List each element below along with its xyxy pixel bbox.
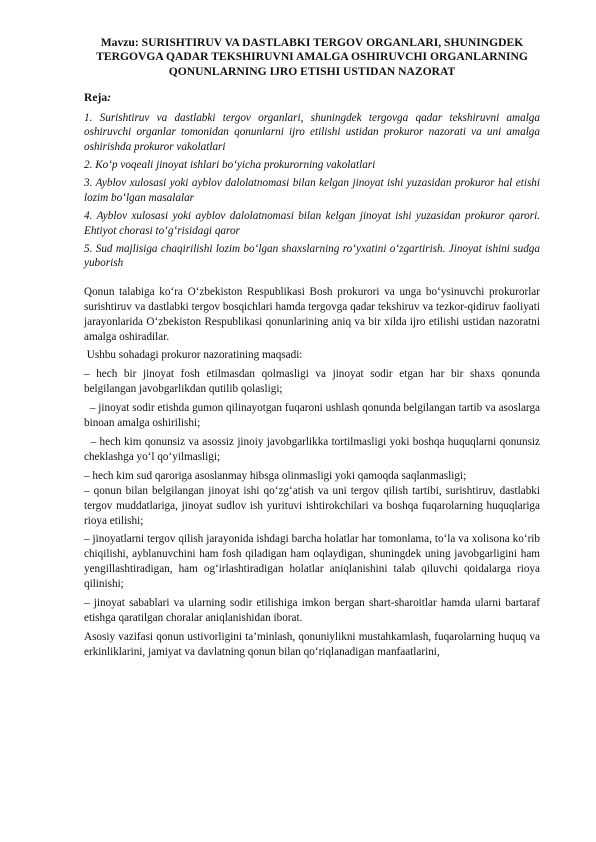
paragraph: – qonun bilan belgilangan jinoyat ishi qo‘zg‘atish va uni tergov qilish tartibi, surishtiruv, dastlabki tergov muddatlariga, jinoyat sudlov ish yurituvi ishtirokchilari va boshqa fuqarolarning huquqlariga rioya etilishi; <box>84 484 540 527</box>
paragraph: – jinoyat sabablari va ularning sodir etilishiga imkon bergan shart-sharoitlar hamda ularni bartaraf etishga qaratilgan choralar aniqlanishidan iborat. <box>84 597 540 624</box>
plan-item: 2. Ko‘p voqeali jinoyat ishlari bo‘yicha prokurorning vakolatlari <box>84 159 376 172</box>
plan-item: 5. Sud majlisiga chaqirilishi lozim bo‘lgan shaxslarning ro‘yxatini o‘zgartirish. Jinoyat ishini sudga yuborish <box>84 242 540 270</box>
plan-item: 1. Surishtiruv va dastlabki tergov organlari, shuningdek tergovga qadar tekshiruvni amalga oshiruvchi organlar tomonidan qonunlarni ijro etilishi ustidan prokuror nazorati va uni amalga oshirishda prokuror vakolatlari <box>84 111 540 154</box>
plan-list <box>84 111 540 271</box>
plan-heading-colon: : <box>107 90 112 104</box>
plan-item: 4. Ayblov xulosasi yoki ayblov dalolatnomasi bilan kelgan jinoyat ishi yuzasidan prokuror qarori. Ehtiyot chorasi to‘g‘risidagi qaror <box>84 209 540 237</box>
paragraph: Asosiy vazifasi qonun ustivorligini ta’minlash, qonuniylikni mustahkamlash, fuqarolarning huquq va erkinliklarini, jamiyat va davlatning qonun bilan qo‘riqlanadigan manfaatlarini, <box>84 630 540 658</box>
plan-heading-label: Reja <box>84 90 108 104</box>
plan-item: 3. Ayblov xulosasi yoki ayblov dalolatnomasi bilan kelgan jinoyat ishi yuzasidan prokuror hal etishi lozim bo‘lgan masalalar <box>84 177 540 204</box>
paragraph: – hech bir jinoyat fosh etilmasdan qolmasligi va jinoyat sodir etgan har bir shaxs qonunda belgilangan javobgarlikdan qutilib qolasligi; <box>84 368 540 396</box>
paragraph: – jinoyat sodir etishda gumon qilinayotgan fuqaroni ushlash qonunda belgilangan tartib va asoslarga binoan amalga oshirilishi; <box>84 402 543 430</box>
plan-heading <box>84 91 540 105</box>
document-title: Mavzu: SURISHTIRUV VA DASTLABKI TERGOV ORGANLARI, SHUNINGDEK TERGOVGA QADAR TEKSHIRUVNI AMALGA OSHIRUVCHI ORGANLARNING QONUNLARNING IJRO ETISHI USTIDAN NAZORAT <box>96 36 528 78</box>
paragraph: Ushbu sohadagi prokuror nazoratining maqsadi: <box>84 349 303 362</box>
paragraph: Qonun talabiga ko‘ra O‘zbekiston Respublikasi Bosh prokurori va unga bo‘ysinuvchi prokurorlar surishtiruv va dastlabki tergov bosqichlari hamda tergovga qadar tekshiruv va tezkor-qidiruv faoliyati jarayonlarida O‘zbekiston Respublikasi qonunlarining aniq va bir xilda ijro etilishi ustidan nazoratni amalga oshiradilar. <box>84 285 540 343</box>
paragraph: – hech kim sud qaroriga asoslanmay hibsga olinmasligi yoki qamoqda saqlanmasligi; <box>84 469 467 482</box>
paragraph: – jinoyatlarni tergov qilish jarayonida ishdagi barcha holatlar har tomonlama, to‘la va xolisona ko‘rib chiqilishi, ayblanuvchini ham fosh qiladigan ham oqlaydigan, shuningdek uning javobgarligini ham yengillashtiradigan, ham og‘irlashtiradigan holatlar aniqlanishini talab qiluvchi qoidalarga rioya qilinishi; <box>84 533 540 591</box>
paragraph: – hech kim qonunsiz va asossiz jinoiy javobgarlikka tortilmasligi yoki boshqa huquqlarni qonunsiz cheklashga yo‘l qo‘yilmasligi; <box>84 435 543 463</box>
body-text <box>84 285 543 660</box>
